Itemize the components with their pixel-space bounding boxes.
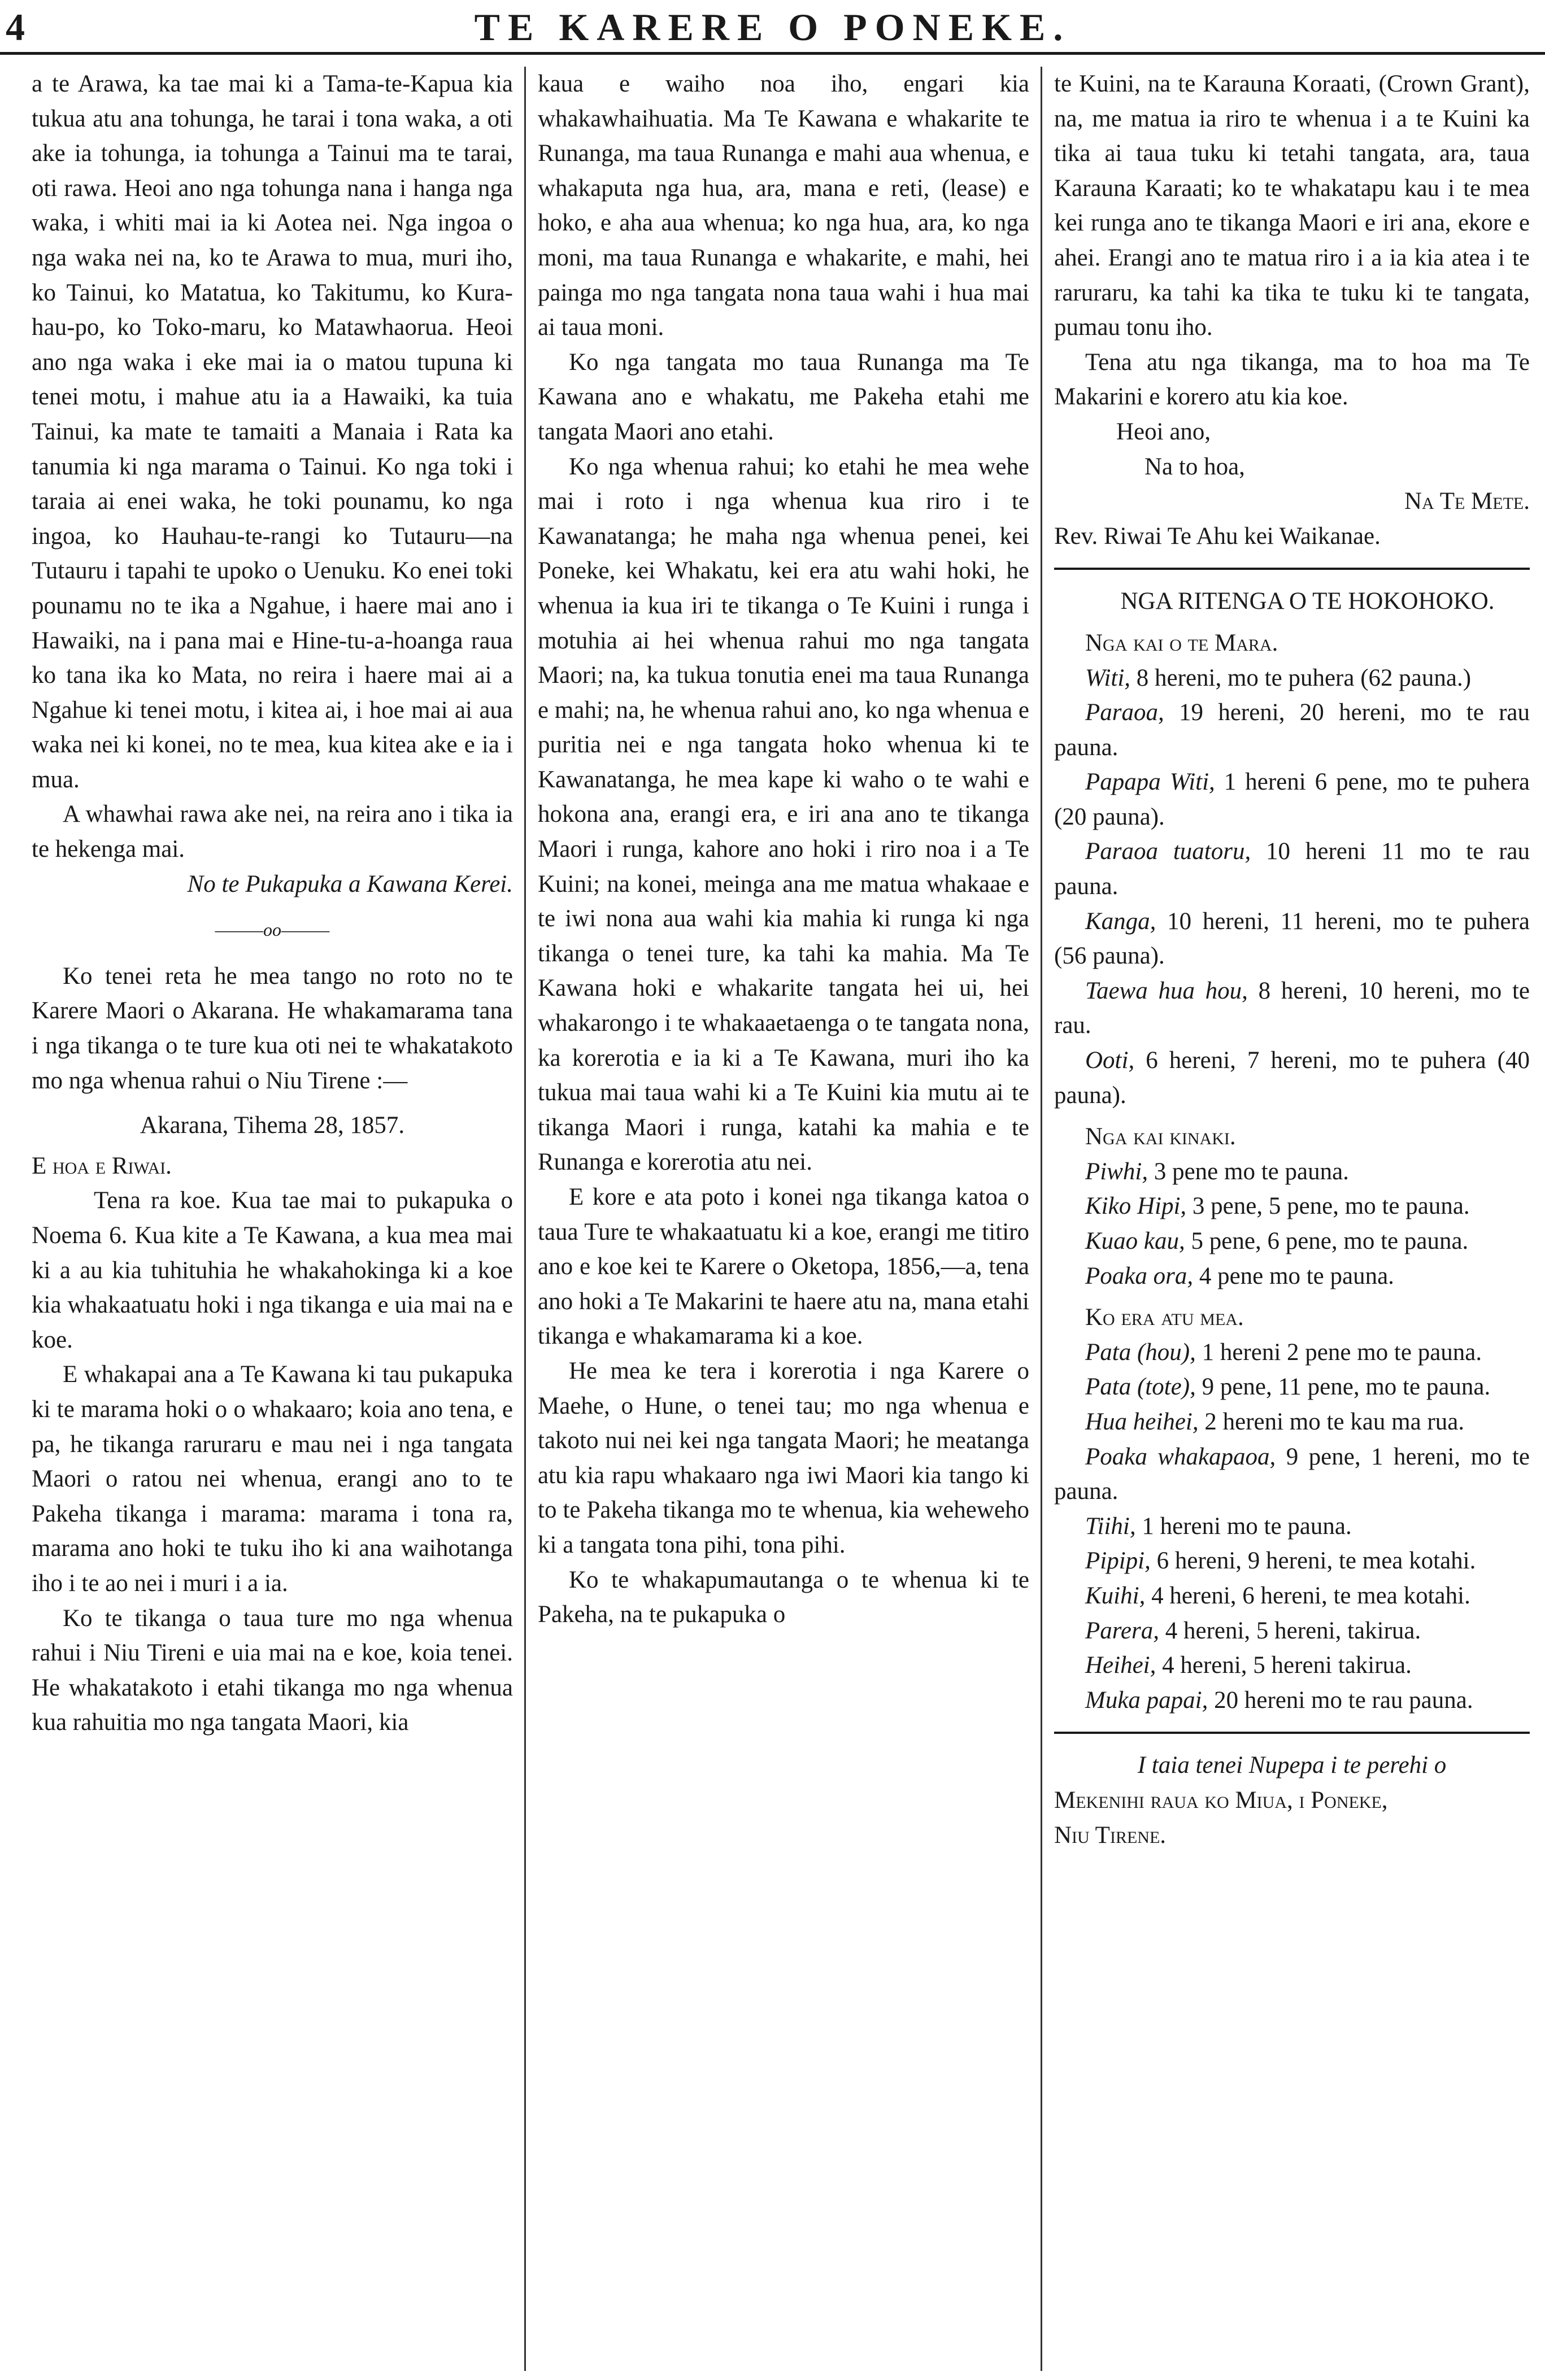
column-divider <box>1041 67 1042 2371</box>
price-item <box>1054 1224 1530 1259</box>
letter-signature: Na Te Mete. <box>1404 488 1530 515</box>
paragraph: Tena atu nga tikanga, ma to hoa ma Te Makarini e korero atu kia koe. <box>1054 348 1530 411</box>
price-item-text: 2 hereni mo te kau ma rua. <box>1198 1408 1465 1435</box>
paragraph: Tena ra koe. Kua tae mai to pukapuka o Noema 6. Kua kite a Te Kawana, a kua mea mai ki a au kia tuhituhia he whakahokinga ki a koe kia whakaatuatu hoki i nga tikanga e uia mai na e koe. <box>32 1187 513 1353</box>
price-list <box>1054 1154 1530 1293</box>
letter-addressee: Rev. Riwai Te Ahu kei Waikanae. <box>1054 522 1381 550</box>
price-item <box>1054 1579 1530 1614</box>
price-item-name: Witi, <box>1085 664 1131 691</box>
price-item-name: Kuao kau, <box>1085 1228 1185 1254</box>
market-section-title: NGA RITENGA O TE HOKOHOKO. <box>1120 588 1495 615</box>
paragraph: te Kuini, na te Karauna Koraati, (Crown Grant), na, me matua ia riro te whenua i a te Kuini ka tika ai taua tuku ki tetahi tangata, ara, taua Karauna Karaati; ko te whakatapu kau i te mea kei runga ano te tikanga Maori e iri ana, ekore e ahei. Erangi ano te matua riro i a ia kia atea i te raruraru, ka tahi ka tika te tuku ki te tangata, pumau tonu iho. <box>1054 71 1530 341</box>
page-header <box>0 0 1545 54</box>
price-item-text: 4 pene mo te pauna. <box>1193 1262 1394 1289</box>
price-item-name: Pata (hou), <box>1085 1339 1196 1366</box>
price-item-text: 6 hereni, 7 hereni, mo te puhera (40 pauna). <box>1054 1047 1530 1109</box>
dateline: Akarana, Tihema 28, 1857. <box>140 1112 405 1139</box>
price-item-name: Hua heihei, <box>1085 1408 1199 1435</box>
column-3 <box>1054 67 1530 2371</box>
price-item-text: 10 hereni 11 mo te rau pauna. <box>1054 838 1530 900</box>
price-item <box>1054 765 1530 834</box>
paragraph: Ko nga tangata mo taua Runanga ma Te Kawana ano e whakatu, me Pakeha etahi me tangata Maori ano etahi. <box>538 348 1029 445</box>
paragraph: a te Arawa, ka tae mai ki a Tama-te-Kapua kia tukua atu ana tohunga, he tarai i tona waka, a oti ake ia tohunga, ia tohunga a Tainui ma te tarai, oti rawa. Heoi ano nga tohunga nana i hanga nga waka, i whiti mai ia ki Aotea nei. Nga ingoa o nga waka nei na, ko te Arawa to mua, muri iho, ko Tainui, ko Matatua, ko Takitumu, ko Kura-hau-po, ko Toko-maru, ko Matawhaorua. Heoi ano nga waka i eke mai ia o matou tupuna ki tenei motu, i mahue atu ia a Hawaiki, ka tuia Tainui, ka mate te tamaiti a Manaia i Rata ka tanumia ki nga marama o Tainui. Ko nga toki i taraia ai enei waka, he toki pounamu, ko nga ingoa, ko Hauhau-te-rangi ko Tutauru—na Tutauru i tapahi te upoko o Uenuku. Ko enei toki pounamu no te ika a Ngahue, i haere mai ano i Hawaiki, na i pana mai e Hine-tu-a-hoanga raua ko tana ika ko Mata, no reira i haere mai ai a Ngahue ki tenei motu, i kitea ai, i hoe mai ai aua waka nei ki konei, no te mea, kua kitea ake e ia i mua. <box>32 71 513 793</box>
market-subheading: Nga kai kinaki. <box>1085 1123 1236 1150</box>
price-item-text: 4 hereni, 5 hereni, takirua. <box>1159 1617 1421 1644</box>
price-item-name: Poaka whakapaoa, <box>1085 1443 1276 1470</box>
paragraph: A whawhai rawa ake nei, na reira ano i tika ia te hekenga mai. <box>32 801 513 863</box>
price-item-name: Kanga, <box>1085 908 1156 935</box>
price-item-text: 1 hereni 6 pene, mo te puhera (20 pauna). <box>1054 769 1530 830</box>
price-item-name: Paraoa, <box>1085 699 1164 726</box>
price-item <box>1054 1509 1530 1544</box>
price-item-text: 4 hereni, 5 hereni takirua. <box>1156 1652 1412 1679</box>
price-item-name: Poaka ora, <box>1085 1262 1194 1289</box>
market-subheading: Ko era atu mea. <box>1085 1304 1244 1331</box>
section-rule <box>1054 1732 1530 1734</box>
market-subheading: Nga kai o te Mara. <box>1085 629 1278 656</box>
price-item-text: 20 hereni mo te rau pauna. <box>1208 1686 1473 1714</box>
page-number: 4 <box>6 6 25 49</box>
price-item-name: Kiko Hipi, <box>1085 1193 1187 1220</box>
price-item <box>1054 904 1530 974</box>
price-item-name: Pipipi, <box>1085 1548 1151 1575</box>
price-item-text: 3 pene mo te pauna. <box>1148 1158 1349 1185</box>
paragraph: kaua e waiho noa iho, engari kia whakawhaihuatia. Ma Te Kawana e whakarite te Runanga, ma taua Runanga e mahi aua whenua, e whakaputa nga hua, ara, mana e reti, (lease) e hoko, e aha aua whenua; ko nga hua, ara, ko nga moni, ma taua Runanga e whakarite, e mahi, hei painga mo nga tangata nona taua wahi i hua mai ai taua moni. <box>538 71 1029 341</box>
price-item <box>1054 1335 1530 1370</box>
price-item-text: 9 pene, 11 pene, mo te pauna. <box>1195 1374 1491 1401</box>
price-item <box>1054 1154 1530 1189</box>
price-item-text: 5 pene, 6 pene, mo te pauna. <box>1185 1228 1469 1254</box>
price-item-name: Tiihi, <box>1085 1512 1136 1540</box>
price-item <box>1054 834 1530 904</box>
column-1 <box>32 67 513 2371</box>
price-item-text: 6 hereni, 9 hereni, te mea kotahi. <box>1150 1548 1476 1575</box>
price-item-text: 10 hereni, 11 hereni, mo te puhera (56 pauna). <box>1054 908 1530 970</box>
price-item <box>1054 1370 1530 1405</box>
paragraph: Ko te whakapumautanga o te whenua ki te Pakeha, na te pukapuka o <box>538 1566 1029 1628</box>
price-item-name: Ooti, <box>1085 1047 1135 1074</box>
price-item-name: Kuihi, <box>1085 1582 1146 1609</box>
price-item-text: 8 hereni, 10 hereni, mo te rau. <box>1054 977 1530 1039</box>
price-item-text: 9 pene, 1 hereni, mo te pauna. <box>1054 1443 1530 1505</box>
letter-closing: Na to hoa, <box>1144 453 1245 480</box>
price-item <box>1054 1544 1530 1579</box>
price-item-name: Heihei, <box>1085 1652 1156 1679</box>
price-item <box>1054 1683 1530 1718</box>
price-item-text: 3 pene, 5 pene, mo te pauna. <box>1186 1193 1470 1220</box>
price-item-name: Papapa Witi, <box>1085 769 1215 796</box>
header-rule <box>0 52 1545 55</box>
price-item <box>1054 1440 1530 1509</box>
price-list <box>1054 661 1530 1113</box>
letter-closing: Heoi ano, <box>1116 418 1211 445</box>
price-item-text: 4 hereni, 6 hereni, te mea kotahi. <box>1145 1582 1470 1609</box>
price-item <box>1054 1405 1530 1440</box>
price-item-text: 1 hereni mo te pauna. <box>1135 1512 1352 1540</box>
paragraph: Ko tenei reta he mea tango no roto no te Karere Maori o Akarana. He whakamarama tana i nga tikanga o te ture kua oti nei te whakatakoto mo nga whenua rahui o Niu Tirene :— <box>32 962 513 1094</box>
paragraph: Ko nga whenua rahui; ko etahi he mea wehe mai i roto i nga whenua kua riro i te Kawanatanga; he maha nga whenua penei, kei Poneke, kei Whakatu, kei era atu wahi hoki, he whenua ia kua iri te tikanga o Te Kuini i runga i motuhia ai hei whenua rahui mo nga tangata Maori; na, ka tukua tonutia enei ma taua Runanga e mahi; na, he whenua rahui ano, ko nga whenua e puritia nei e nga tangata hoko whenua ki te Kawanatanga, he mea kape ki waho o te wahi e hokona ana, erangi era, e iri ana ano te tikanga Maori i runga, kahore ano hoki i riro noa i a Te Kuini; na konei, meinga ana me matua whakaae e te iwi nona aua wahi kia mahia ki runga ki nga tikanga o tenei ture, ka tahi ka mahia. Ma Te Kawana hoki e whakarite tangata hei ui, hei whakarongo i te whakaaetaenga o te tangata nona, ka korerotia e ia ki a Te Kawana, muri iho ka tukua mai taua wahi ki a Te Kuini kia mutu ai te tikanga Maori i runga, katahi ka mahia e te Runanga e korerotia atu nei. <box>538 453 1029 1176</box>
price-item-name: Parera, <box>1085 1617 1159 1644</box>
paragraph: Ko te tikanga o taua ture mo nga whenua rahui i Niu Tireni e uia mai na e koe, koia tenei. He whakatakoto i etahi tikanga mo nga whenua kua rahuitia mo nga tangata Maori, kia <box>32 1605 513 1736</box>
price-list <box>1054 1335 1530 1718</box>
price-item <box>1054 661 1530 696</box>
imprint-line: Niu Tirene. <box>1054 1821 1167 1849</box>
price-item <box>1054 1648 1530 1683</box>
salutation: E hoa e Riwai. <box>32 1152 172 1179</box>
price-item-text: 19 hereni, 20 hereni, mo te rau pauna. <box>1054 699 1530 761</box>
price-item <box>1054 1043 1530 1113</box>
section-divider: ———oo——— <box>215 919 330 940</box>
price-item <box>1054 1259 1530 1294</box>
price-item-name: Muka papai, <box>1085 1686 1208 1714</box>
price-item-name: Taewa hua hou, <box>1085 977 1248 1004</box>
price-item-name: Pata (tote), <box>1085 1374 1196 1401</box>
price-item-text: 1 hereni 2 pene mo te pauna. <box>1195 1339 1482 1366</box>
source-attribution: No te Pukapuka a Kawana Kerei. <box>187 870 513 897</box>
price-item-name: Paraoa tuatoru, <box>1085 838 1251 865</box>
price-item <box>1054 695 1530 765</box>
paragraph: He mea ke tera i korerotia i nga Karere o Maehe, o Hune, o tenei tau; mo nga whenua e takoto nui nei kei nga tangata Maori; he meatanga atu kia rapu whakaaro nga iwi Maori kia tango ki to te Pakeha tikanga mo te whenua, kia weheweho ki a tangata tona pihi, tona pihi. <box>538 1357 1029 1558</box>
column-2 <box>538 67 1029 2371</box>
section-rule <box>1054 568 1530 570</box>
price-item-name: Piwhi, <box>1085 1158 1148 1185</box>
column-divider <box>524 67 526 2371</box>
imprint-line: Mekenihi raua ko Miua, i Poneke, <box>1054 1786 1388 1814</box>
price-item-text: 8 hereni, mo te puhera (62 pauna.) <box>1130 664 1472 691</box>
imprint-line: I taia tenei Nupepa i te perehi o <box>1137 1752 1447 1779</box>
price-item <box>1054 1614 1530 1649</box>
paragraph: E whakapai ana a Te Kawana ki tau pukapuka ki te marama hoki o o whakaaro; koia ano tena, e pa, he tikanga raruraru e mau nei i nga tangata Maori o ratou nei whenua, erangi ano to te Pakeha tikanga i marama: marama i tona ra, marama ano hoki te tuku iho ki ana waihotanga iho i te ao nei i muri i a ia. <box>32 1361 513 1597</box>
masthead-title: TE KARERE O PONEKE. <box>474 6 1071 49</box>
price-item <box>1054 974 1530 1043</box>
price-item <box>1054 1189 1530 1224</box>
paragraph: E kore e ata poto i konei nga tikanga katoa o taua Ture te whakaatuatu ki a koe, erangi me titiro ano e koe kei te Karere o Oketopa, 1856,—a, tena ano hoki a Te Makarini te haere atu na, mana etahi tikanga e whakamarama ki a koe. <box>538 1184 1029 1350</box>
